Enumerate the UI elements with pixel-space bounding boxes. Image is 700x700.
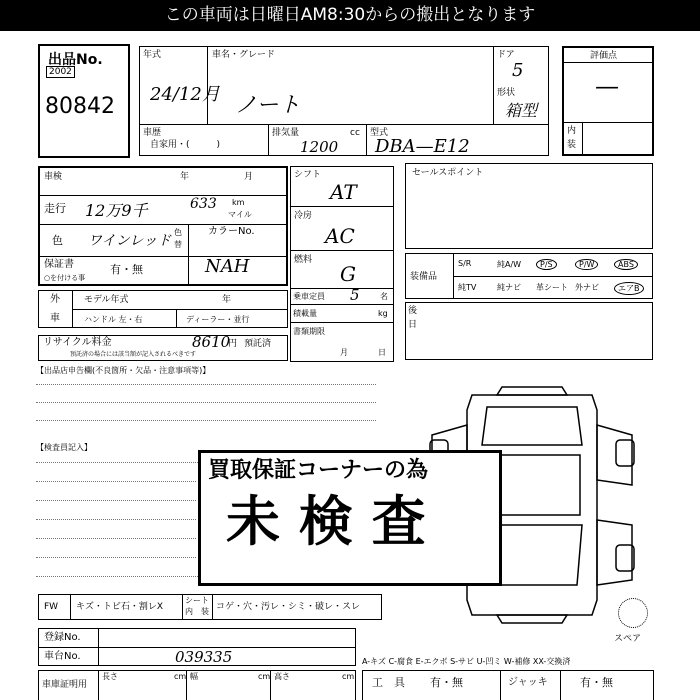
rear-label2: 日 <box>408 320 418 330</box>
fuel-value: G <box>340 262 356 286</box>
recycle-value: 8610 <box>192 333 231 351</box>
warranty-value: 有・無 <box>110 263 143 276</box>
shape-label: 形状 <box>497 88 516 98</box>
door-value: 5 <box>512 60 524 81</box>
equipment-item: 外ナビ <box>575 283 599 292</box>
ac-value: AC <box>325 224 355 248</box>
rear-box <box>405 302 653 360</box>
cert-label: 車庫証明用 <box>42 680 88 690</box>
tools-value: 有・無 <box>430 676 463 689</box>
equipment-item: エアB <box>614 282 644 295</box>
ext-handle: ハンドル 左・右 <box>84 315 143 324</box>
stamp-main: 未 検 査 <box>226 490 426 553</box>
color-value: ワインレッド <box>88 233 172 249</box>
tools-label: 工 具 <box>372 676 405 689</box>
model-value: DBA—E12 <box>375 136 470 157</box>
displacement-unit: cc <box>350 128 360 138</box>
chassis-label: 車台No. <box>44 651 81 662</box>
chassis-value: 039335 <box>175 648 233 666</box>
cert-width: 幅 <box>190 672 198 681</box>
equipment-item: P/S <box>536 259 557 270</box>
report-label: 【出品店申告欄(不良箇所・欠品・注意事項等)】 <box>36 366 211 375</box>
model-label: 型式 <box>370 128 389 138</box>
ext-year: 年 <box>222 295 232 305</box>
recycle-label: リサイクル料金 <box>43 337 112 348</box>
recycle-note: 預託済の場合には該当額が記入されるべきです <box>70 351 197 358</box>
lot-small: 2002 <box>46 66 75 78</box>
warranty-note: ○を付ける事 <box>44 274 86 282</box>
fuel-label: 燃料 <box>294 255 313 265</box>
color-no-label: カラーNo. <box>208 226 255 237</box>
mileage-value: 12万9千 <box>85 201 148 220</box>
color-change: 色 <box>174 228 182 237</box>
sales-point-label: セールスポイント <box>412 168 484 178</box>
docs-day: 日 <box>378 348 386 357</box>
ext-dealer: ディーラー・並行 <box>186 315 250 324</box>
ac-label: 冷房 <box>294 211 313 221</box>
history-value: 自家用・( ) <box>150 140 221 150</box>
equipment-item: 純A/W <box>497 260 522 269</box>
shift-label: シフト <box>294 170 322 180</box>
ext-model-year: モデル年式 <box>84 295 129 305</box>
equipment-item: 革シート <box>536 283 568 292</box>
mileage-km: km <box>232 198 245 207</box>
history-label: 車歴 <box>143 128 162 138</box>
capacity-label: 乗車定員 <box>293 292 325 301</box>
docs-label: 書類期限 <box>293 327 325 336</box>
shape-value: 箱型 <box>505 101 538 120</box>
banner: この車両は日曜日AM8:30からの搬出となります <box>0 0 700 31</box>
recycle-unit: 円 <box>228 339 238 349</box>
docs-month: 月 <box>340 348 348 357</box>
displacement-value: 1200 <box>300 138 339 156</box>
fw-items2: コゲ・穴・汚レ・シミ・破レ・スレ <box>216 602 361 612</box>
equipment-item: ABS <box>614 259 638 270</box>
ext-label: 外 <box>50 294 60 305</box>
cert-len-cm: cm <box>174 672 187 681</box>
year-value: 24/12月 <box>150 84 220 105</box>
inspector-label: 【検査員記入】 <box>36 443 92 452</box>
cert-width-cm: cm <box>258 672 271 681</box>
spare-wheel-icon <box>618 598 648 628</box>
capacity-value: 5 <box>350 286 360 304</box>
name-label: 車名・グレード <box>212 50 276 60</box>
equipment-item: S/R <box>458 259 472 268</box>
capacity-unit: 名 <box>380 292 388 301</box>
color-change2: 替 <box>174 240 182 249</box>
load-label: 積載量 <box>293 309 317 318</box>
mileage-mile: マイル <box>228 210 252 219</box>
color-label: 色 <box>52 234 63 247</box>
jack-value: 有・無 <box>580 676 613 689</box>
lot-label: 出品No. <box>48 52 103 68</box>
warranty-label: 保証書 <box>44 259 74 270</box>
fw-seat2: 内 装 <box>185 607 209 616</box>
fw-seat: シート <box>185 596 209 605</box>
lot-number: 80842 <box>45 94 115 119</box>
fw-label: FW <box>44 602 59 612</box>
ext-label2: 車 <box>50 313 60 324</box>
door-label: ドア <box>497 50 515 60</box>
cert-height: 高さ <box>274 672 290 681</box>
inspection-label: 車検 <box>44 172 63 182</box>
mileage-hw: 633 <box>190 196 217 212</box>
inspection-year: 年 <box>180 172 190 182</box>
displacement-label: 排気量 <box>272 128 300 138</box>
jack-label: ジャッキ <box>508 677 548 688</box>
equipment-item: P/W <box>575 259 598 270</box>
rating-inner2: 装 <box>567 140 577 150</box>
load-unit: kg <box>378 309 388 318</box>
equipment-item: 純ナビ <box>497 283 521 292</box>
inspection-month: 月 <box>244 172 254 182</box>
rating-label: 評価点 <box>590 51 618 61</box>
damage-legend: A-キズ C-腐食 E-エクボ S-サビ U-凹ミ W-補修 XX-交換済 <box>362 657 571 666</box>
spare-label: スペア <box>614 634 642 644</box>
recycle-deposit: 預託済 <box>244 339 272 349</box>
name-value: ノート <box>235 93 301 118</box>
stamp-top: 買取保証コーナーの為 <box>208 458 429 483</box>
color-no-value: NAH <box>205 256 250 277</box>
registration-label: 登録No. <box>44 632 81 643</box>
rear-label: 後 <box>408 306 418 316</box>
year-label: 年式 <box>143 50 162 60</box>
mileage-label: 走行 <box>44 202 66 215</box>
shift-value: AT <box>330 180 357 204</box>
cert-height-cm: cm <box>342 672 355 681</box>
fw-items: キズ・トビ石・割レX <box>76 602 163 612</box>
equipment-item: 純TV <box>458 283 477 292</box>
rating-inner: 内 <box>567 126 577 136</box>
equipment-label: 装備品 <box>410 272 438 282</box>
rating-value: — <box>595 72 619 100</box>
cert-len: 長さ <box>102 672 118 681</box>
